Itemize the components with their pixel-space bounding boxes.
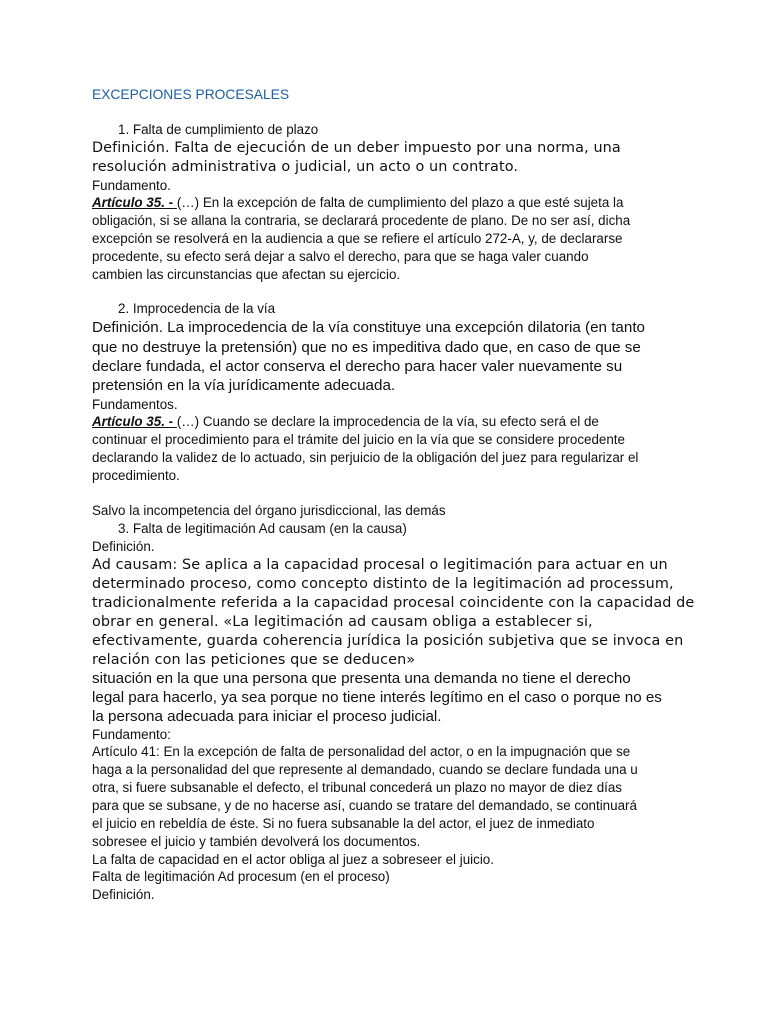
definition-line: resolución administrativa o judicial, un acto o un contrato.: [92, 159, 519, 175]
article-text: (…) En la excepción de falta de cumplimiento del plazo a que esté sujeta la: [176, 195, 624, 210]
paragraph-line: para que se subsane, y de no hacerse así, cuando se tratare del demandado, se continuará: [92, 798, 637, 813]
section-heading: Falta de legitimación Ad procesum (en el proceso): [92, 869, 390, 884]
definition-line: declare fundada, el actor conserva el derecho para hacer valer nuevamente su: [92, 358, 623, 375]
section-heading: 2. Improcedencia de la vía: [118, 301, 276, 316]
definition-line: Definición. La improcedencia de la vía constituye una excepción dilatoria (en tanto: [92, 319, 645, 336]
definition-line: pretensión en la vía jurídicamente adecuada.: [92, 377, 396, 394]
paragraph-line: Artículo 41: En la excepción de falta de personalidad del actor, o en la impugnación que se: [92, 744, 631, 759]
fundamento-label: Fundamento.: [92, 178, 171, 193]
fundamento-label: Fundamentos.: [92, 397, 178, 412]
paragraph-line: otra, si fuere subsanable el defecto, el tribunal concederá un plazo no mayor de diez días: [92, 780, 623, 795]
definition-line: efectivamente, guarda coherencia jurídica la posición subjetiva que se invoca en: [92, 633, 684, 649]
article-text: (…) Cuando se declare la improcedencia de la vía, su efecto será el de: [176, 414, 599, 429]
paragraph-line: Salvo la incompetencia del órgano jurisdiccional, las demás: [92, 503, 446, 518]
section-heading: 3. Falta de legitimación Ad causam (en la causa): [118, 521, 407, 536]
paragraph-line: obligación, si se allana la contraria, se declarará procedente de plano. De no ser así, dicha: [92, 213, 631, 228]
definition-line: obrar en general. «La legitimación ad causam obliga a establecer si,: [92, 614, 593, 630]
fundamento-label: Fundamento:: [92, 727, 171, 742]
paragraph-line: el juicio en rebeldía de éste. Si no fuera subsanable la del actor, el juez de inmediato: [92, 816, 595, 831]
paragraph-line: sobresee el juicio y también devolverá los documentos.: [92, 834, 421, 849]
paragraph-line: haga a la personalidad del que represente al demandado, cuando se declare fundada una u: [92, 762, 638, 777]
definition-line: situación en la que una persona que presenta una demanda no tiene el derecho: [92, 670, 631, 687]
article-line: [92, 413, 599, 431]
definition-line: Ad causam: Se aplica a la capacidad procesal o legitimación para actuar en un: [92, 557, 668, 573]
definition-line: legal para hacerlo, ya sea porque no tiene interés legítimo en el caso o porque no es: [92, 689, 662, 706]
definition-label: Definición.: [92, 539, 155, 554]
definition-line: relación con las peticiones que se deducen»: [92, 652, 416, 668]
paragraph-line: declarando la validez de lo actuado, sin perjuicio de la obligación del juez para regularizar el: [92, 450, 639, 465]
definition-line: determinado proceso, como concepto distinto de la legitimación ad processum,: [92, 576, 674, 592]
definition-line: que no destruye la pretensión) que no es impeditiva dado que, en caso de que se: [92, 339, 641, 356]
definition-label: Definición.: [92, 887, 155, 902]
article-reference: Artículo 35. -: [92, 195, 177, 210]
paragraph-line: procedimiento.: [92, 468, 180, 483]
article-line: [92, 194, 623, 212]
definition-line: la persona adecuada para iniciar el proceso judicial.: [92, 708, 442, 725]
definition-line: Definición. Falta de ejecución de un deber impuesto por una norma, una: [92, 140, 621, 156]
article-reference: Artículo 35. -: [92, 414, 177, 429]
paragraph-line: continuar el procedimiento para el trámite del juicio en la vía que se considere procedente: [92, 432, 625, 447]
definition-line: tradicionalmente referida a la capacidad procesal coincidente con la capacidad de: [92, 595, 695, 611]
paragraph-line: cambien las circunstancias que afectan su ejercicio.: [92, 267, 401, 282]
paragraph-line: procedente, su efecto será dejar a salvo el derecho, para que se haga valer cuando: [92, 249, 589, 264]
document-title: EXCEPCIONES PROCESALES: [92, 87, 290, 102]
paragraph-line: excepción se resolverá en la audiencia a que se refiere el artículo 272-A, y, de declararse: [92, 231, 623, 246]
paragraph-line: La falta de capacidad en el actor obliga al juez a sobreseer el juicio.: [92, 852, 494, 867]
section-heading: 1. Falta de cumplimiento de plazo: [118, 122, 319, 137]
